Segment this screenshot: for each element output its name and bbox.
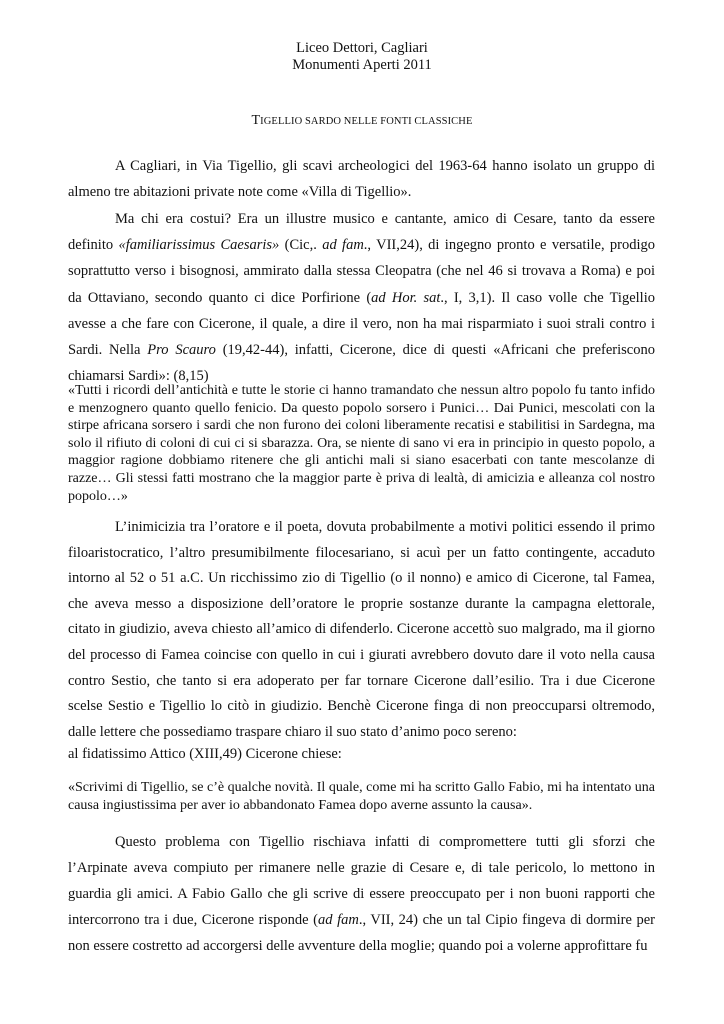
paragraph-inimicizia: L’inimicizia tra l’oratore e il poeta, dovuta probabilmente a motivi politici essendo il primo filoaristocratico, l’altro presumibilmente filocesariano, si acuì per un fatto contingente, accaduto intorno al 52 o 51 a.C. Un ricchissimo zio di Tigellio (o il nonno) e amico di Cicerone, tal Famea, che aveva messo a disposizione dell’oratore le proprie sostanze durante la campagna elettorale, citato in giudizio, aveva chiesto all’amico di difenderlo. Cicerone accettò suo malgrado, ma il giorno del processo di Famea coincise con quello in cui i giurati avrebbero dovuto dare il voto nella causa contro Sestio, che tanto si era adoperato per far tornare Cicerone dall’esilio. Tra i due Cicerone scelse Sestio e Tigellio lo citò in giudizio. Benchè Cicerone finga di non preoccuparsi oltremodo, dalle lettere che possediamo traspare chiaro il suo stato d’animo poco sereno: <box>68 519 655 740</box>
italic-segment: ad Hor. sat <box>371 289 441 306</box>
text-segment: Ma chi era costui? Era un illustre musico e cantante, amico di Cesare, tanto da essere definito <box>68 211 655 254</box>
paragraph-intro: A Cagliari, in Via Tigellio, gli scavi archeologici del 1963-64 hanno isolato un gruppo di almeno tre abitazioni private note come «Villa di Tigellio». <box>68 158 655 200</box>
document-header <box>0 40 724 74</box>
quotation-attico: «Scrivimi di Tigellio, se c’è qualche novità. Il quale, come mi ha scritto Gallo Fabio, mi ha intentato una causa ingiustissima per aver io abbandonato Famea dopo averne assunto la causa». <box>68 780 655 813</box>
text-segment: ., I, 3,1). Il caso volle che Tigellio avesse a che fare con Cicerone, il quale, a dire il vero, non ha mai risparmiato i suoi strali contro i Sardi. Nella <box>68 289 655 359</box>
paragraph-problema <box>68 829 655 959</box>
text-segment: (Cic,. <box>279 237 323 254</box>
paragraph-tigellio <box>68 206 655 389</box>
document-title <box>0 113 724 129</box>
event-name: Monumenti Aperti 2011 <box>292 57 432 73</box>
text-segment: ., VII,24), di ingegno pronto e versatile, prodigo soprattutto verso i bisognosi, ammirato dalla stessa Cleopatra (che nel 46 si trovava a Roma) e poi da Ottaviano, secondo quanto ci dice Porfirione ( <box>68 237 656 306</box>
title-capital: T <box>251 113 261 128</box>
paragraph-attico: al fidatissimo Attico (XIII,49) Cicerone chiese: <box>68 746 342 762</box>
italic-segment: «familiarissimus Caesaris» <box>118 237 280 254</box>
title-smallcaps: IGELLIO SARDO NELLE FONTI CLASSICHE <box>260 116 473 127</box>
italic-segment: ad fam <box>318 912 359 928</box>
italic-segment: ad fam <box>322 237 364 254</box>
text-segment: (19,42-44), infatti, Cicerone, dice di questi «Africani che preferiscono chiamarsi Sardi»: (8,15) <box>68 342 655 385</box>
quotation-pro-scauro: «Tutti i ricordi dell’antichità e tutte le storie ci hanno tramandato che nessun altro popolo fu tanto infido e menzognero quanto quello fenicio. Da questo popolo sorsero i Punici… Dai Punici, mescolati con la stirpe africana sorsero i sardi che non furono dei coloni liberamente recatisi e stabilitisi in Sardegna, ma solo il rifiuto di coloni di cui ci si sbarazza. Ora, se niente di sano vi era in principio in questo popolo, a maggior ragione dobbiamo ritenere che gli antichi mali si siano esacerbati con tante mescolanze di razze… Gli stessi fatti mostrano che la maggior parte è priva di lealtà, di amicizia e alleanza col nostro popolo…» <box>68 383 655 504</box>
school-name: Liceo Dettori, Cagliari <box>296 40 428 56</box>
text-segment: ., VII, 24) che un tal Cipio fingeva di dormire per non essere costretto ad accorgersi delle avventure della moglie; quando poi a volerne approfittare fu <box>68 912 656 954</box>
italic-segment: Pro Scauro <box>147 342 216 359</box>
text-segment: Questo problema con Tigellio rischiava infatti di compromettere tutti gli sforzi che l’Arpinate aveva compiuto per rimanere nelle grazie di Cesare e, di tale pericolo, lo mettono in guardia gli amici. A Fabio Gallo che gli scrive di essere preoccupato per i non buoni rapporti che intercorrono tra i due, Cicerone risponde ( <box>68 834 655 928</box>
